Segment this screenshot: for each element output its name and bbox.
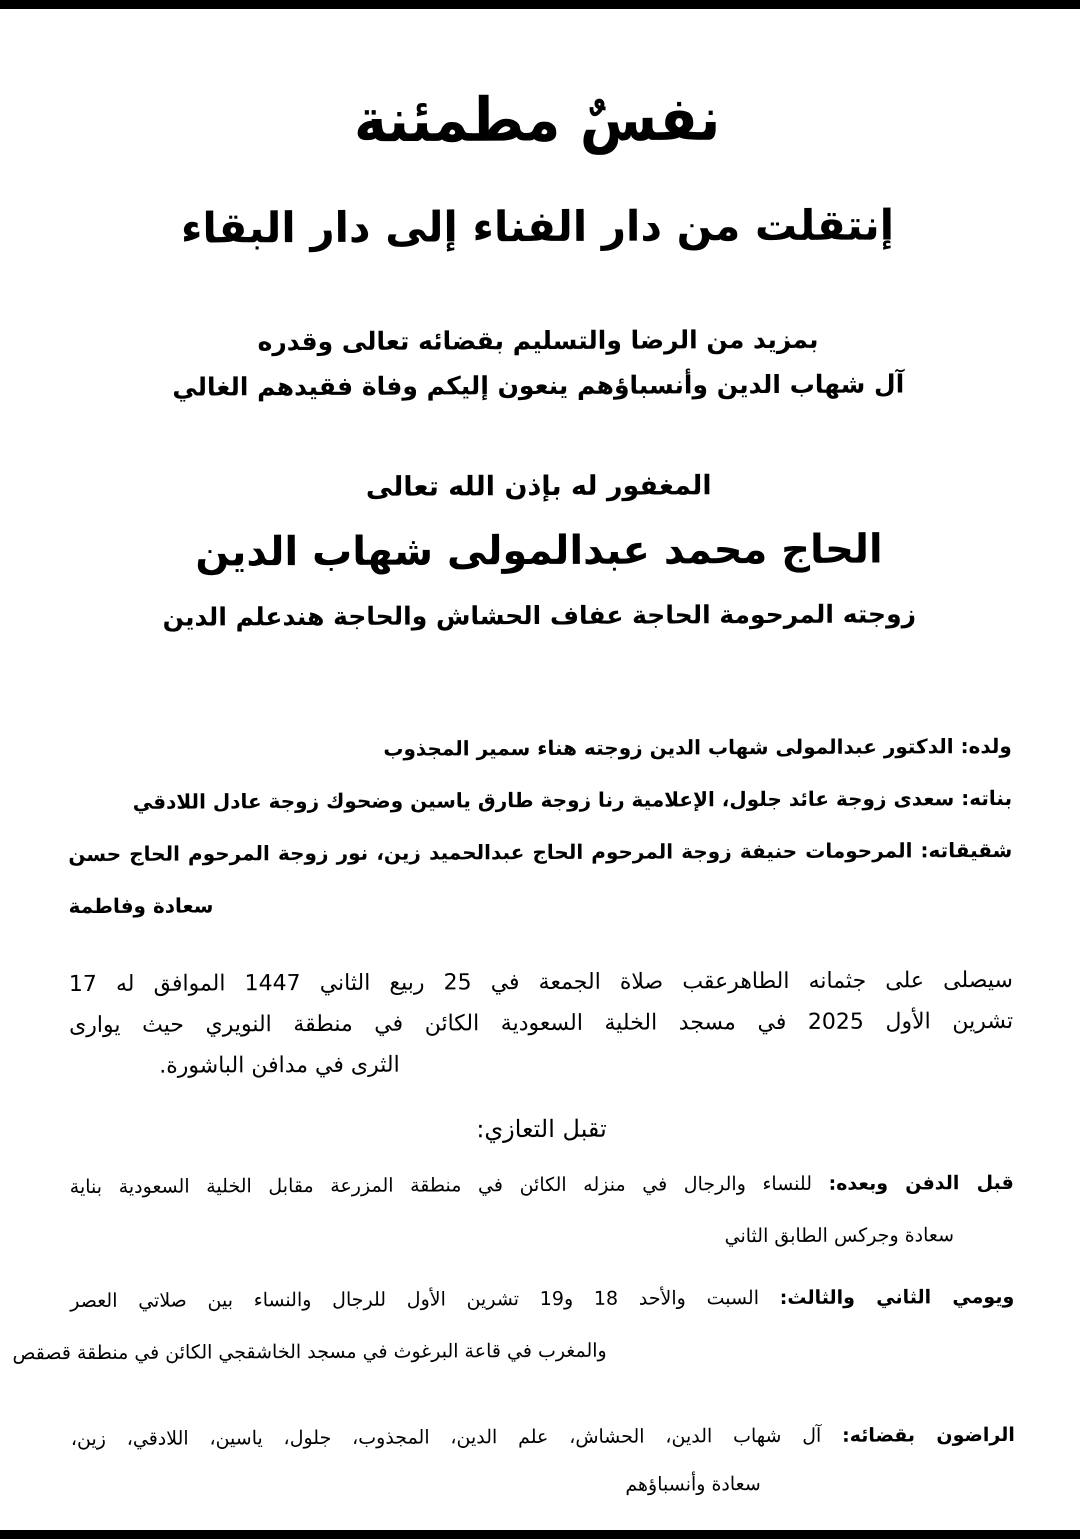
- accepting-line-1: [71, 1411, 1015, 1463]
- days-line-2: والمغرب في قاعة البرغوث في مسجد الخاشقجي الكائن في منطقة قصقص: [12, 1339, 607, 1365]
- son-line: ولده: الدكتور عبدالمولى شهاب الدين زوجته هناء سمير المجذوب: [383, 733, 1012, 761]
- days-line-1: [70, 1271, 1014, 1327]
- sisters-line: شقيقاته: المرحومات حنيفة زوجة المرحوم الحاج عبدالحميد زين، نور زوجة المرحوم الحاج حسن: [68, 837, 1013, 867]
- before-after-line-2: سعادة وجركس الطابق الثاني: [724, 1224, 955, 1248]
- accepting-block: [71, 1411, 1015, 1511]
- deceased-name: الحاج محمد عبدالمولى شهاب الدين: [195, 526, 883, 576]
- calligraphy-line-2: إنتقلت من دار الفناء إلى دار البقاء: [180, 200, 895, 253]
- before-after-line-1: [70, 1157, 1014, 1213]
- accepting-families: آل شهاب الدين، الحشاش، علم الدين، المجذوب، جلول، ياسين، اللادقي، زين،: [70, 1424, 843, 1451]
- daughters-line: بناته: سعدى زوجة عائد جلول، الإعلامية رنا زوجة طارق ياسين وضحوك زوجة عادل اللادقي: [132, 785, 1013, 814]
- family-block: [68, 720, 1013, 932]
- before-after-label: قبل الدفن وبعده:: [828, 1171, 1014, 1195]
- obituary-content: [0, 54, 1080, 1512]
- scan-bar-top: [0, 0, 1080, 9]
- funeral-line-2: تشرين الأول 2025 في مسجد الخلية السعودية الكائن في منطقة النويري حيث يوارى: [69, 1008, 1014, 1039]
- days-label: ويومي الثاني والثالث:: [779, 1285, 1015, 1309]
- calligraphy-line-1: نفسٌ مطمئنة: [353, 84, 721, 157]
- deceased-honorific: المغفور له بإذن الله تعالى: [365, 470, 712, 503]
- intro-line-1: بمزيد من الرضا والتسليم بقضائه تعالى وقدره: [257, 324, 819, 357]
- before-after-text: للنساء والرجال في منزله الكائن في منطقة المزرعة مقابل الخلية السعودية بناية: [69, 1172, 829, 1199]
- deceased-wives: زوجته المرحومة الحاجة عفاف الحشاش والحاجة هندعلم الدين: [162, 599, 917, 632]
- intro-block: [66, 316, 1010, 410]
- funeral-paragraph: [69, 960, 1014, 1087]
- condolences-days-2-3: [12, 1271, 1015, 1379]
- days-text: السبت والأحد 18 و19 تشرين الأول للرجال والنساء بين صلاتي العصر: [70, 1286, 780, 1313]
- funeral-line-3: الثرى في مدافن الباشورة.: [159, 1052, 400, 1079]
- sisters-line-continuation: سعادة وفاطمة: [68, 893, 214, 919]
- funeral-line-1: سيصلى على جثمانه الطاهرعقب صلاة الجمعة في 25 ربيع الثاني 1447 الموافق له 17: [68, 967, 1013, 998]
- condolences-before-after: [70, 1157, 1014, 1265]
- scan-bar-bottom: [0, 1530, 1080, 1539]
- condolences-title: تقبل التعازي:: [476, 1114, 607, 1144]
- intro-line-2: آل شهاب الدين وأنسباؤهم ينعون إليكم وفاة فقيدهم الغالي: [172, 369, 905, 402]
- accepting-line-2: سعادة وأنسباؤهم: [625, 1473, 761, 1496]
- accepting-label: الراضون بقضائه:: [842, 1423, 1015, 1447]
